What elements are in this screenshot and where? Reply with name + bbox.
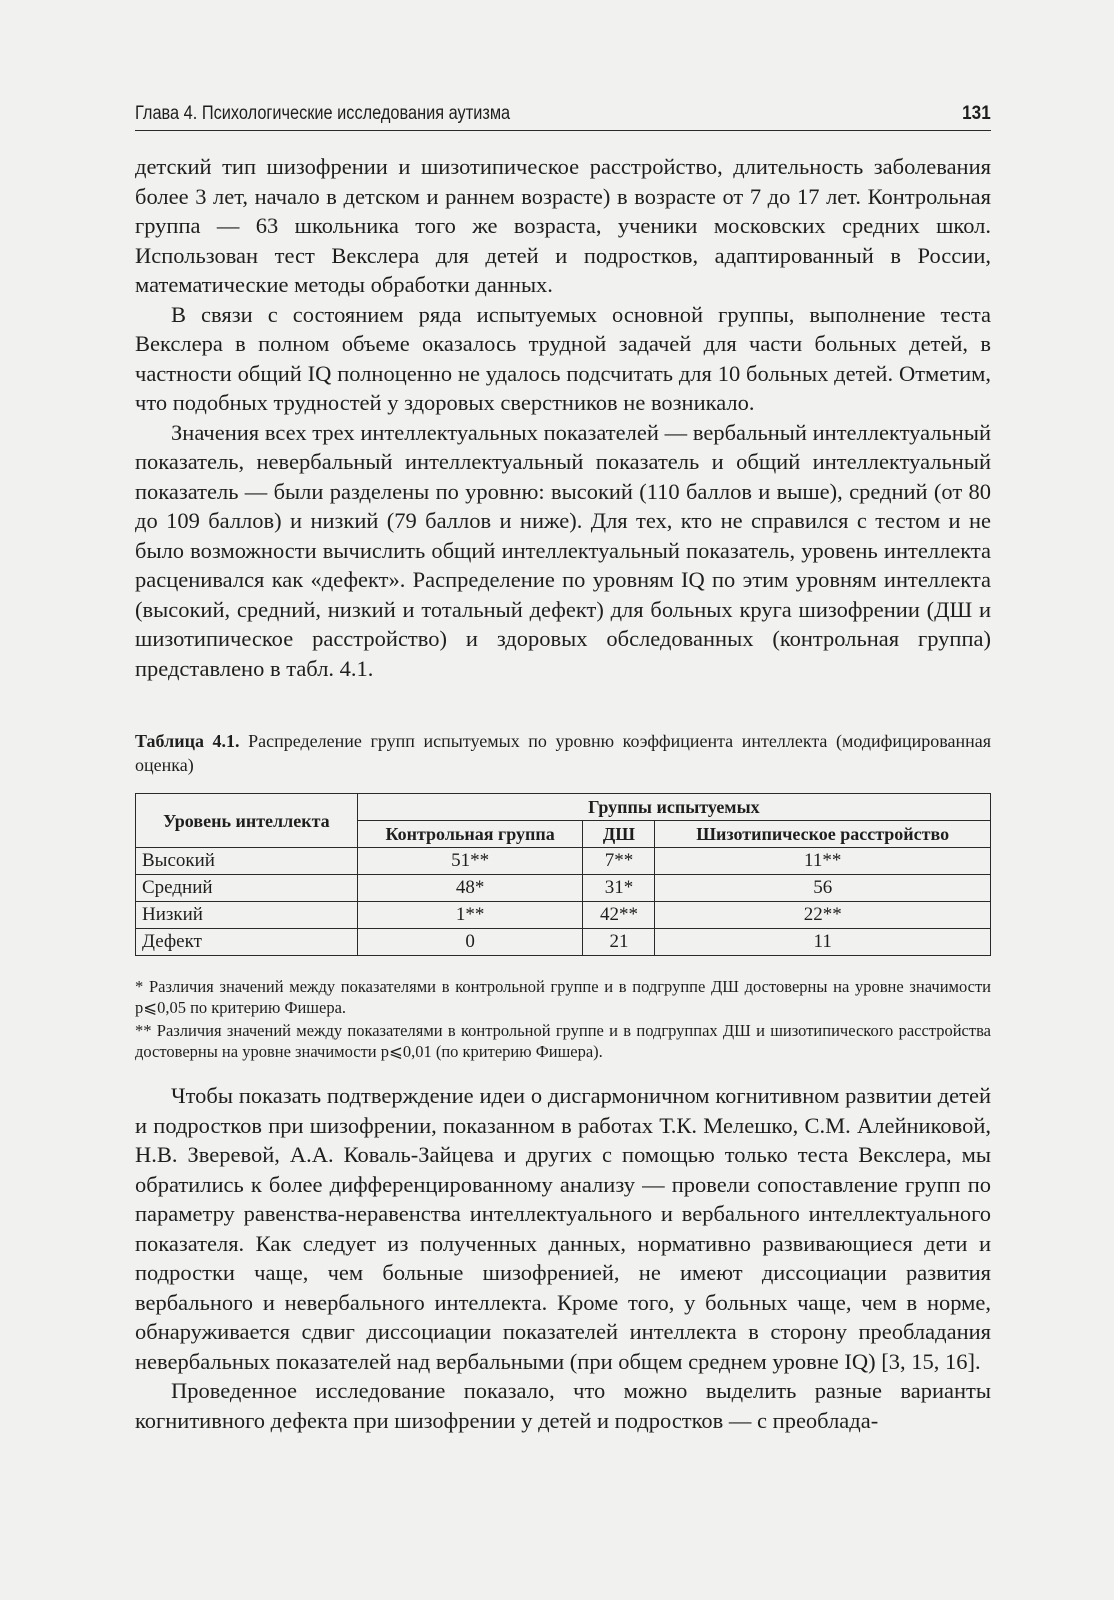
paragraph: Значения всех трех интеллектуальных показателей — вербальный интеллектуальный показатель, невербальный интеллектуальный показатель и общий интеллектуальный показатель — были разделены по уровню: высокий (110 баллов и выше), средний (от 80 до 109 баллов) и низкий (79 баллов и ниже). Для тех, кто не справился с тестом и не было возможности вычислить общий интеллектуальный показатель, уровень интеллекта расценивался как «дефект». Распределение по уровням IQ по этим уровням интеллекта (высокий, средний, низкий и тотальный дефект) для больных круга шизофрении (ДШ и шизотипическое расстройство) и здоровых обследованных (контрольная группа) представлено в табл. 4.1. — [135, 419, 991, 681]
table-cell: 1** — [357, 902, 583, 929]
body-text-bottom — [135, 1081, 991, 1435]
group-header: Группы испытуемых — [357, 794, 990, 821]
row-header: Уровень интеллекта — [136, 794, 358, 848]
table-caption — [135, 729, 991, 777]
table-cell: 0 — [357, 929, 583, 956]
table-row — [136, 902, 991, 929]
chapter-title: Глава 4. Психологические исследования аутизма — [135, 103, 511, 124]
table-row — [136, 848, 991, 875]
table-caption-label: Таблица 4.1. — [135, 731, 240, 751]
paragraph: Чтобы показать подтверждение идеи о дисгармоничном когнитивном развитии детей и подростков при шизофрении, показанном в работах Т.К. Мелешко, С.М. Алейниковой, Н.В. Зверевой, А.А. Коваль-Зайцева и других с помощью только теста Векслера, мы обратились к более дифференцированному анализу — провели сопоставление групп по параметру равенства-неравенства интеллектуального и вербального интеллектуального показателя. Как следует из полученных данных, нормативно развивающиеся дети и подростки чаще, чем больные шизофренией, не имеют диссоциации развития вербального и невербального интеллекта. Кроме того, у больных чаще, чем в норме, обнаруживается сдвиг диссоциации показателей интеллекта в сторону преобладания невербальных показателей над вербальными (при общем среднем уровне IQ) [3, 15, 16]. — [135, 1083, 991, 1374]
table-cell: 56 — [655, 875, 991, 902]
table-cell: 7** — [583, 848, 655, 875]
table-row — [136, 875, 991, 902]
row-label: Дефект — [136, 929, 358, 956]
table-cell: 22** — [655, 902, 991, 929]
table-cell: 51** — [357, 848, 583, 875]
table-cell: 11** — [655, 848, 991, 875]
column-header: Шизотипическое расстройство — [655, 821, 991, 848]
table-cell: 11 — [655, 929, 991, 956]
table-note: * Различия значений между показателями в контрольной группе и в подгруппе ДШ достоверны на уровне значимости p⩽0,05 по критерию Фишера. — [135, 977, 991, 1017]
column-header: ДШ — [583, 821, 655, 848]
body-text-top — [135, 152, 991, 683]
row-label: Средний — [136, 875, 358, 902]
table-caption-text: Распределение групп испытуемых по уровню коэффициента интеллекта (модифицированная оценка) — [135, 731, 992, 775]
column-header: Контрольная группа — [357, 821, 583, 848]
table-cell: 21 — [583, 929, 655, 956]
table-cell: 48* — [357, 875, 583, 902]
iq-distribution-table — [135, 793, 991, 956]
paragraph: Проведенное исследование показало, что можно выделить разные варианты когнитивного дефекта при шизофрении у детей и подростков — с преоблада- — [135, 1378, 991, 1433]
paragraph: детский тип шизофрении и шизотипическое расстройство, длительность заболевания более 3 лет, начало в детском и раннем возрасте) в возрасте от 7 до 17 лет. Контрольная группа — 63 школьника того же возраста, ученики московских средних школ. Использован тест Векслера для детей и подростков, адаптированный в России, математические методы обработки данных. — [135, 154, 991, 297]
paragraph: В связи с состоянием ряда испытуемых основной группы, выполнение теста Векслера в полном объеме оказалось трудной задачей для части больных детей, в частности общий IQ полноценно не удалось подсчитать для 10 больных детей. Отметим, что подобных трудностей у здоровых сверстников не возникало. — [135, 301, 991, 415]
table-notes — [135, 976, 991, 1062]
running-head — [135, 102, 991, 131]
table-row — [136, 929, 991, 956]
table-note: ** Различия значений между показателями в контрольной группе и в подгруппах ДШ и шизотипического расстройства достоверны на уровне значимости p⩽0,01 (по критерию Фишера). — [135, 1021, 991, 1061]
page-number: 131 — [962, 103, 991, 124]
table-cell: 31* — [583, 875, 655, 902]
table-cell: 42** — [583, 902, 655, 929]
row-label: Высокий — [136, 848, 358, 875]
row-label: Низкий — [136, 902, 358, 929]
